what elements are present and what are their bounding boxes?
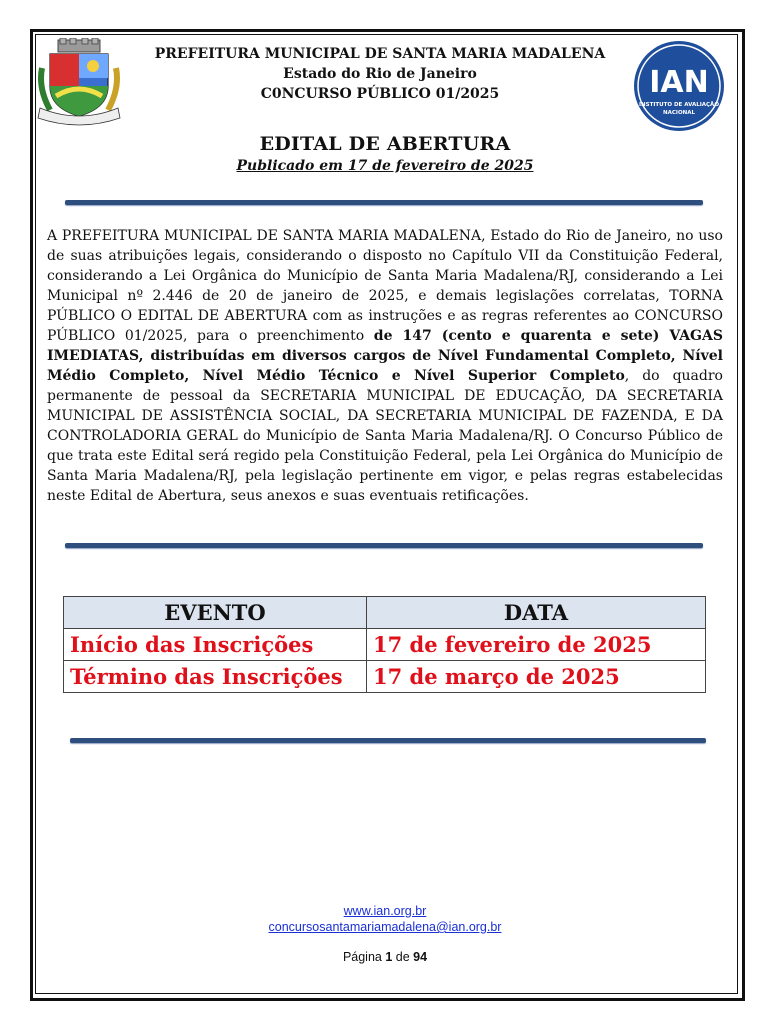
divider-bottom [70,738,706,743]
document-title: EDITAL DE ABERTURA [259,133,511,155]
page-number: Página 1 de 94 [342,950,428,964]
ian-logo-sub2: NACIONAL [663,110,695,116]
page-total: 94 [413,950,428,964]
page-border-inner [35,34,738,994]
ian-logo-sub1: INSTITUTO DE AVALIAÇÃO [638,102,720,108]
events-table [63,596,706,693]
email-link[interactable]: concursosantamariamadalena@ian.org.br [268,920,502,934]
table-header-data: DATA [367,597,706,629]
header-municipality: PREFEITURA MUNICIPAL DE SANTA MARIA MADALENA [154,46,606,62]
header-contest: C0NCURSO PÚBLICO 01/2025 [260,86,500,102]
body-text-bold: de 147 (cento e quarenta e sete) VAGAS IMEDIATAS, distribuídas em diversos cargos de Nível Fundamental Completo, Nível Médio Completo, Nível Médio Técnico e Nível Superior Completo [47,328,723,384]
ian-logo [633,40,725,132]
website-link[interactable]: www.ian.org.br [343,904,427,918]
ian-logo-text: IAN [649,65,709,100]
footer-website[interactable] [0,904,770,918]
municipal-crest-logo [36,38,122,126]
event-date: 17 de fevereiro de 2025 [367,629,706,661]
body-paragraph [47,226,723,506]
page-current: 1 [385,950,393,964]
footer-email[interactable] [0,920,770,934]
divider-middle [65,543,703,548]
table-row [64,661,706,693]
event-name: Início das Inscrições [64,629,367,661]
event-name: Término das Inscrições [64,661,367,693]
divider-top [65,200,703,205]
document-header [130,44,630,104]
event-date: 17 de março de 2025 [367,661,706,693]
header-state: Estado do Rio de Janeiro [283,66,477,82]
table-header-row [64,597,706,629]
body-text-part2: , do quadro permanente de pessoal da SECRETARIA MUNICIPAL DE EDUCAÇÃO, DA SECRETARIA MUNICIPAL DE ASSISTÊNCIA SOCIAL, DA SECRETARIA MUNICIPAL DE FAZENDA, E DA CONTROLADORIA GERAL do Município de Santa Maria Madalena/RJ. O Concurso Público de que trata este Edital será regido pela Constituição Federal, pela Lei Orgânica do Município de Santa Maria Madalena/RJ, pela legislação pertinente em vigor, e pelas regras estabelecidas neste Edital de Abertura, seus anexos e suas eventuais retificações. [47,368,723,504]
table-row [64,629,706,661]
publication-date: Publicado em 17 de fevereiro de 2025 [236,158,534,174]
body-text-part1: A PREFEITURA MUNICIPAL DE SANTA MARIA MADALENA, Estado do Rio de Janeiro, no uso de suas atribuições legais, considerando o disposto no Capítulo VII da Constituição Federal, considerando a Lei Orgânica do Município de Santa Maria Madalena/RJ, considerando a Lei Municipal nº 2.446 de 20 de janeiro de 2025, e demais legislações correlatas, TORNA PÚBLICO O EDITAL DE ABERTURA com as instruções e as regras referentes ao CONCURSO PÚBLICO 01/2025, para o preenchimento [47,228,723,344]
table-header-evento: EVENTO [64,597,367,629]
